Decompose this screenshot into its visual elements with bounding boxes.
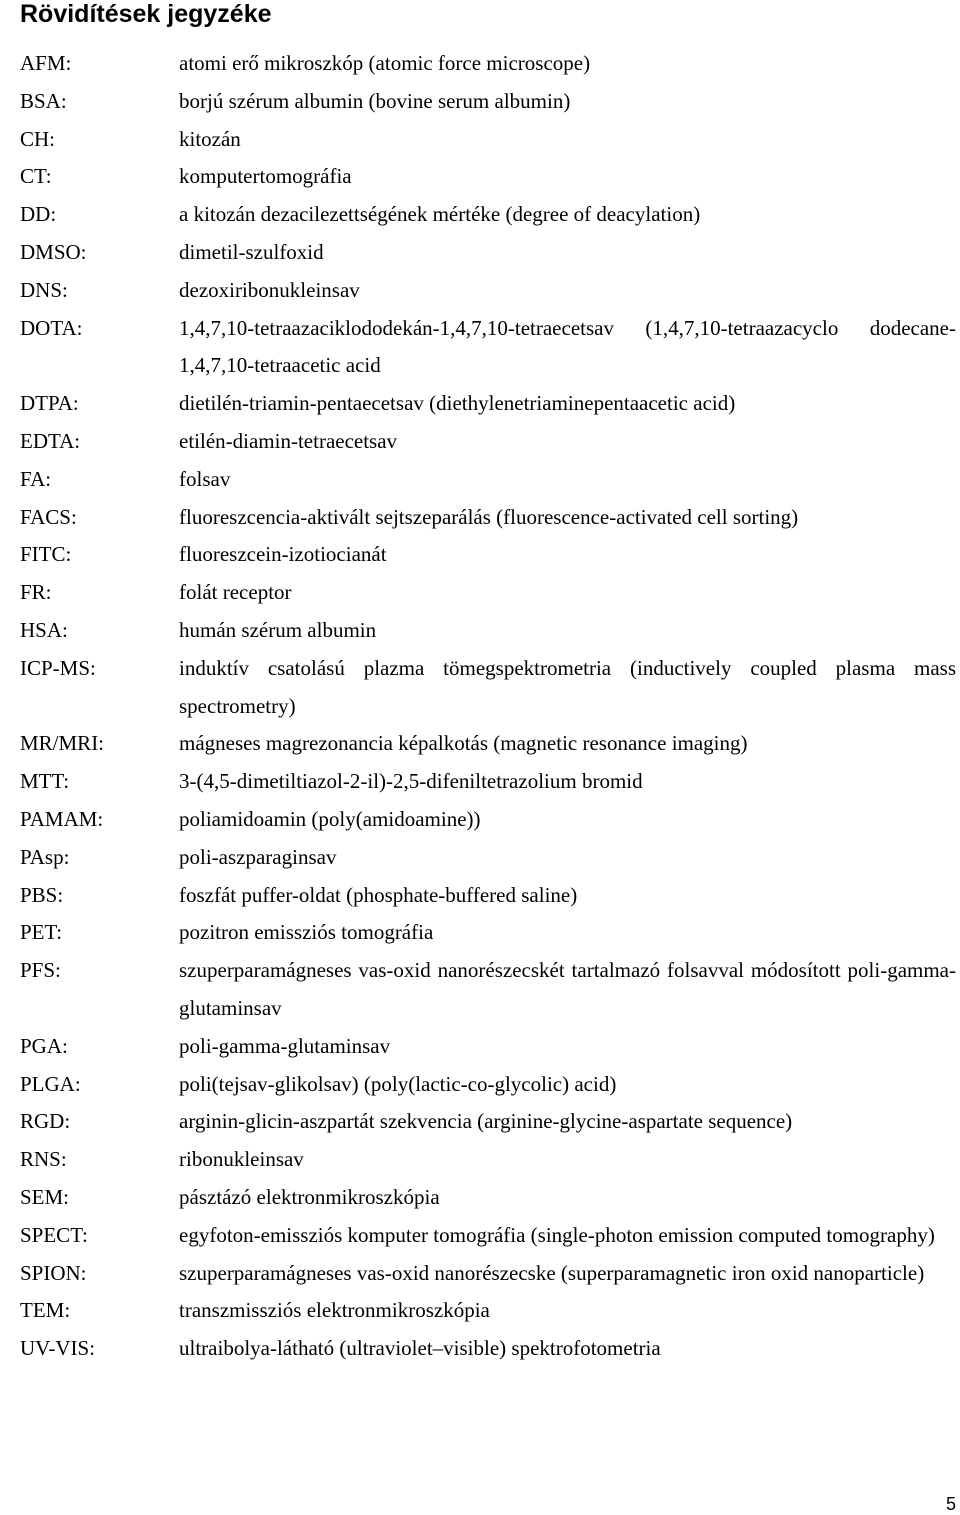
- abbreviation-entry: [20, 952, 956, 1028]
- abbreviation-term: CT:: [20, 164, 52, 189]
- abbreviation-entry: [20, 499, 956, 537]
- abbreviation-definition: kitozán: [179, 126, 241, 151]
- abbreviation-definition: mágneses magrezonancia képalkotás (magnetic resonance imaging): [179, 731, 748, 756]
- abbreviation-definition: foszfát puffer-oldat (phosphate-buffered saline): [179, 882, 578, 907]
- abbreviation-definition: dimetil-szulfoxid: [179, 239, 324, 264]
- abbreviation-entry: [20, 612, 956, 650]
- abbreviation-term: RNS:: [20, 1147, 67, 1172]
- abbreviation-term: ICP-MS:: [20, 655, 96, 680]
- abbreviation-entry: [20, 801, 956, 839]
- abbreviation-term: TEM:: [20, 1298, 71, 1323]
- abbreviation-term: MR/MRI:: [20, 731, 105, 756]
- abbreviation-term: MTT:: [20, 769, 70, 794]
- abbreviation-definition: etilén-diamin-tetraecetsav: [179, 428, 398, 453]
- abbreviation-entry: [20, 234, 956, 272]
- abbreviation-entry: [20, 196, 956, 234]
- abbreviation-entry: [20, 1292, 956, 1330]
- abbreviation-term: PGA:: [20, 1033, 68, 1058]
- abbreviation-definition: transzmissziós elektronmikroszkópia: [179, 1298, 490, 1323]
- abbreviation-entry: [20, 914, 956, 952]
- abbreviation-entry: [20, 272, 956, 310]
- abbreviation-term: HSA:: [20, 617, 68, 642]
- abbreviation-term: FITC:: [20, 542, 72, 567]
- abbreviation-definition: poli-aszparaginsav: [179, 844, 337, 869]
- abbreviation-definition: ultraibolya-látható (ultraviolet–visible) spektrofotometria: [179, 1336, 661, 1361]
- abbreviation-term: UV-VIS:: [20, 1336, 96, 1361]
- abbreviation-term: PAsp:: [20, 844, 70, 869]
- page-title: Rövidítések jegyzéke: [20, 0, 272, 28]
- abbreviation-entry: [20, 877, 956, 915]
- abbreviation-term: FR:: [20, 580, 52, 605]
- abbreviation-term: SPION:: [20, 1260, 87, 1285]
- abbreviation-definition: borjú szérum albumin (bovine serum albumin): [179, 88, 571, 113]
- abbreviation-entry: [20, 423, 956, 461]
- abbreviation-term: BSA:: [20, 88, 67, 113]
- abbreviation-definition: 1,4,7,10-tetraazaciklododekán-1,4,7,10-tetraecetsav (1,4,7,10-tetraazacyclo dodecane-1,4,7,10-tetraacetic acid: [179, 315, 956, 378]
- abbreviation-definition: a kitozán dezacilezettségének mértéke (degree of deacylation): [179, 202, 701, 227]
- abbreviation-term: PET:: [20, 920, 63, 945]
- abbreviation-definition: szuperparamágneses vas-oxid nanorészecske (superparamagnetic iron oxid nanoparticle): [179, 1260, 925, 1285]
- abbreviation-entry: [20, 650, 956, 726]
- page-number: 5: [945, 1494, 956, 1514]
- abbreviation-entry: [20, 461, 956, 499]
- abbreviation-definition: induktív csatolású plazma tömegspektrometria (inductively coupled plasma mass spectrometry): [179, 655, 956, 718]
- abbreviation-entry: [20, 45, 956, 83]
- abbreviation-definition: humán szérum albumin: [179, 617, 377, 642]
- abbreviation-definition: poli(tejsav-glikolsav) (poly(lactic-co-glycolic) acid): [179, 1071, 617, 1096]
- abbreviation-definition: komputertomográfia: [179, 164, 352, 189]
- abbreviation-term: DMSO:: [20, 239, 87, 264]
- abbreviation-term: FACS:: [20, 504, 77, 529]
- abbreviation-entry: [20, 310, 956, 386]
- abbreviation-definition: dietilén-triamin-pentaecetsav (diethylenetriaminepentaacetic acid): [179, 391, 736, 416]
- abbreviation-term: CH:: [20, 126, 56, 151]
- abbreviation-term: SPECT:: [20, 1222, 88, 1247]
- abbreviation-entry: [20, 1217, 956, 1255]
- abbreviation-definition: folsav: [179, 466, 231, 491]
- abbreviation-entry: [20, 725, 956, 763]
- abbreviation-entry: [20, 385, 956, 423]
- abbreviation-entry: [20, 1066, 956, 1104]
- abbreviation-definition: 3-(4,5-dimetiltiazol-2-il)-2,5-difeniltetrazolium bromid: [179, 769, 643, 794]
- abbreviation-entry: [20, 1103, 956, 1141]
- abbreviation-definition: szuperparamágneses vas-oxid nanorészecskét tartalmazó folsavval módosított poli-gamma-glutaminsav: [179, 958, 956, 1020]
- abbreviation-definition: poliamidoamin (poly(amidoamine)): [179, 806, 481, 831]
- abbreviation-definition: arginin-glicin-aszpartát szekvencia (arginine-glycine-aspartate sequence): [179, 1109, 793, 1134]
- abbreviation-entry: [20, 1330, 956, 1368]
- abbreviation-definition: atomi erő mikroszkóp (atomic force microscope): [179, 51, 591, 75]
- abbreviation-entry: [20, 158, 956, 196]
- abbreviation-term: DOTA:: [20, 315, 83, 340]
- abbreviation-term: DNS:: [20, 277, 68, 302]
- abbreviation-definition: ribonukleinsav: [179, 1147, 304, 1172]
- abbreviation-entry: [20, 1255, 956, 1293]
- abbreviation-definition: dezoxiribonukleinsav: [179, 277, 360, 302]
- abbreviation-entry: [20, 1028, 956, 1066]
- abbreviation-term: PLGA:: [20, 1071, 81, 1096]
- abbreviation-definition: folát receptor: [179, 580, 292, 605]
- abbreviation-term: PFS:: [20, 958, 61, 983]
- abbreviation-term: AFM:: [20, 51, 72, 75]
- abbreviation-definition: pásztázó elektronmikroszkópia: [179, 1184, 440, 1209]
- abbreviation-definition: pozitron emissziós tomográfia: [179, 920, 434, 945]
- abbreviation-term: DD:: [20, 202, 57, 227]
- abbreviation-definition: poli-gamma-glutaminsav: [179, 1033, 391, 1058]
- abbreviation-list: [20, 45, 956, 1368]
- abbreviation-definition: fluoreszcencia-aktivált sejtszeparálás (fluorescence-activated cell sorting): [179, 504, 799, 529]
- abbreviation-definition: egyfoton-emissziós komputer tomográfia (single-photon emission computed tomography): [179, 1222, 935, 1247]
- abbreviation-entry: [20, 83, 956, 121]
- abbreviation-entry: [20, 763, 956, 801]
- abbreviation-term: FA:: [20, 466, 52, 491]
- abbreviation-term: EDTA:: [20, 428, 81, 453]
- abbreviation-entry: [20, 121, 956, 159]
- abbreviation-term: PBS:: [20, 882, 64, 907]
- abbreviation-term: DTPA:: [20, 391, 79, 416]
- abbreviation-entry: [20, 1141, 956, 1179]
- abbreviation-entry: [20, 574, 956, 612]
- abbreviation-term: SEM:: [20, 1184, 70, 1209]
- abbreviation-definition: fluoreszcein-izotiocianát: [179, 542, 387, 567]
- abbreviation-entry: [20, 839, 956, 877]
- abbreviation-term: RGD:: [20, 1109, 71, 1134]
- abbreviation-entry: [20, 1179, 956, 1217]
- abbreviation-entry: [20, 536, 956, 574]
- abbreviation-term: PAMAM:: [20, 806, 104, 831]
